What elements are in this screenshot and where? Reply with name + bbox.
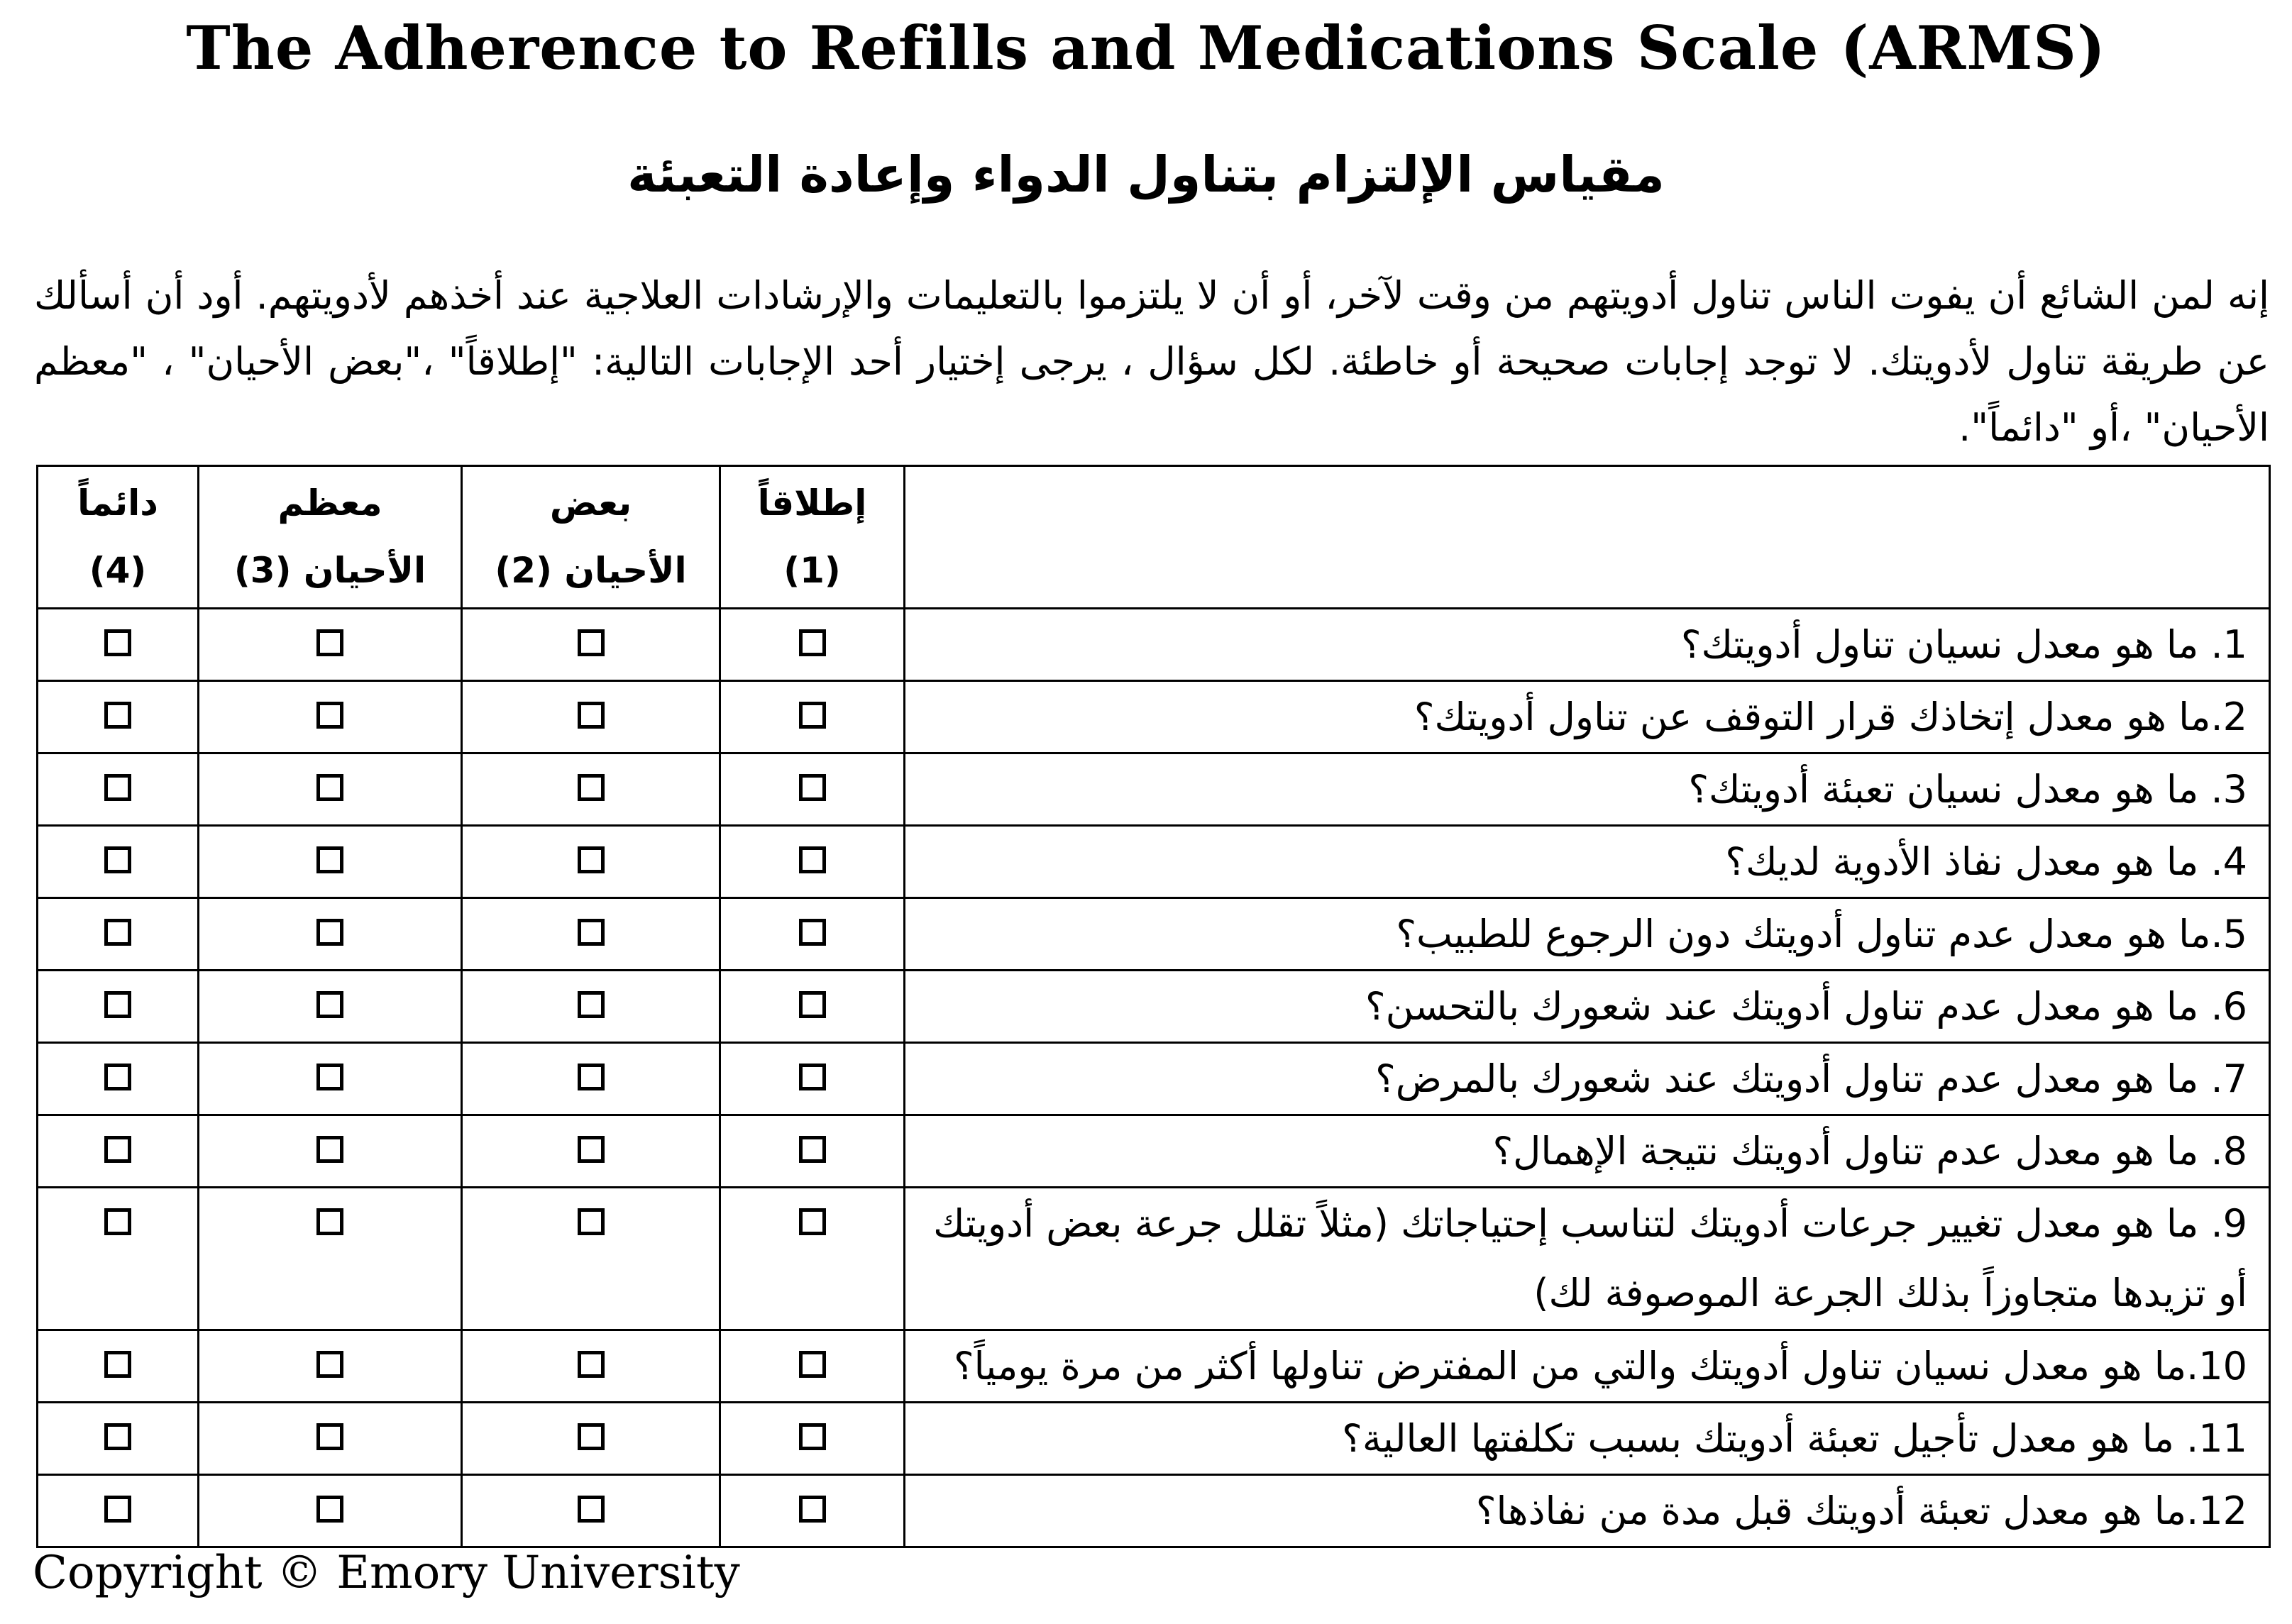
answer-cell-sometimes [462, 898, 720, 971]
checkbox-never[interactable] [799, 1351, 826, 1378]
answer-cell-never [720, 826, 905, 898]
checkbox-always[interactable] [104, 1351, 131, 1378]
copyright-footer: Copyright © Emory University [33, 1547, 740, 1599]
answer-cell-never [720, 1475, 905, 1547]
answer-cell-never [720, 1115, 905, 1188]
answer-cell-sometimes [462, 609, 720, 681]
answer-cell-always [38, 826, 199, 898]
checkbox-never[interactable] [799, 846, 826, 873]
checkbox-sometimes[interactable] [578, 1208, 605, 1235]
answer-cell-sometimes [462, 1188, 720, 1330]
header-label: دائماً [77, 482, 158, 524]
checkbox-sometimes[interactable] [578, 1136, 605, 1163]
question-text: 11. ما هو معدل تأجيل تعبئة أدويتك بسبب تكلفتها العالية؟ [905, 1403, 2270, 1475]
question-row [38, 826, 2270, 898]
header-score: الأحيان (3) [233, 550, 426, 591]
checkbox-never[interactable] [799, 702, 826, 729]
answer-cell-most-times [199, 1403, 462, 1475]
checkbox-never[interactable] [799, 1496, 826, 1523]
answer-cell-most-times [199, 1188, 462, 1330]
answer-cell-never [720, 681, 905, 753]
header-never [720, 466, 905, 609]
answer-cell-always [38, 898, 199, 971]
checkbox-always[interactable] [104, 1136, 131, 1163]
answer-cell-most-times [199, 753, 462, 826]
answer-cell-sometimes [462, 1475, 720, 1547]
answer-cell-never [720, 1330, 905, 1403]
answer-cell-always [38, 1043, 199, 1115]
question-row [38, 1043, 2270, 1115]
checkbox-sometimes[interactable] [578, 702, 605, 729]
question-text: 2.ما هو معدل إتخاذك قرار التوقف عن تناول أدويتك؟ [905, 681, 2270, 753]
document-title: The Adherence to Refills and Medications Scale (ARMS) [186, 13, 2106, 83]
checkbox-most-times[interactable] [316, 991, 343, 1018]
checkbox-sometimes[interactable] [578, 919, 605, 946]
checkbox-sometimes[interactable] [578, 629, 605, 656]
question-text: 3. ما هو معدل نسيان تعبئة أدويتك؟ [905, 753, 2270, 826]
checkbox-never[interactable] [799, 1423, 826, 1450]
header-score: (4) [89, 550, 147, 591]
answer-cell-most-times [199, 681, 462, 753]
header-always [38, 466, 199, 609]
checkbox-never[interactable] [799, 1208, 826, 1235]
answer-cell-never [720, 898, 905, 971]
question-text: 9. ما هو معدل تغيير جرعات أدويتك لتناسب إحتياجاتك (مثلاً تقلل جرعة بعض أدويتك أو تزيدها متجاوزاً بذلك الجرعة الموصوفة لك) [905, 1188, 2270, 1330]
question-row [38, 1330, 2270, 1403]
checkbox-always[interactable] [104, 846, 131, 873]
checkbox-most-times[interactable] [316, 1208, 343, 1235]
checkbox-sometimes[interactable] [578, 1423, 605, 1450]
header-sometimes [462, 466, 720, 609]
question-row [38, 753, 2270, 826]
question-row [38, 898, 2270, 971]
answer-cell-never [720, 1403, 905, 1475]
answer-cell-never [720, 753, 905, 826]
checkbox-most-times[interactable] [316, 1064, 343, 1090]
checkbox-always[interactable] [104, 1423, 131, 1450]
checkbox-sometimes[interactable] [578, 1351, 605, 1378]
answer-cell-always [38, 681, 199, 753]
header-score: (1) [783, 550, 841, 591]
question-text: 8. ما هو معدل عدم تناول أدويتك نتيجة الإهمال؟ [905, 1115, 2270, 1188]
answer-cell-always [38, 1188, 199, 1330]
checkbox-always[interactable] [104, 1064, 131, 1090]
checkbox-always[interactable] [104, 919, 131, 946]
question-row [38, 1475, 2270, 1547]
answer-cell-never [720, 971, 905, 1043]
question-text: 12.ما هو معدل تعبئة أدويتك قبل مدة من نفاذها؟ [905, 1475, 2270, 1547]
header-label: معظم [277, 482, 382, 524]
answer-cell-always [38, 1475, 199, 1547]
checkbox-never[interactable] [799, 1136, 826, 1163]
checkbox-always[interactable] [104, 774, 131, 801]
checkbox-most-times[interactable] [316, 1496, 343, 1523]
answer-cell-most-times [199, 1475, 462, 1547]
answer-cell-sometimes [462, 1403, 720, 1475]
answer-cell-most-times [199, 609, 462, 681]
checkbox-most-times[interactable] [316, 702, 343, 729]
header-question [905, 466, 2270, 609]
question-row [38, 681, 2270, 753]
checkbox-most-times[interactable] [316, 846, 343, 873]
checkbox-most-times[interactable] [316, 1351, 343, 1378]
answer-cell-sometimes [462, 1043, 720, 1115]
answer-cell-most-times [199, 898, 462, 971]
checkbox-sometimes[interactable] [578, 774, 605, 801]
checkbox-never[interactable] [799, 919, 826, 946]
checkbox-always[interactable] [104, 991, 131, 1018]
checkbox-never[interactable] [799, 991, 826, 1018]
question-text: 5.ما هو معدل عدم تناول أدويتك دون الرجوع للطبيب؟ [905, 898, 2270, 971]
answer-cell-most-times [199, 826, 462, 898]
checkbox-most-times[interactable] [316, 1423, 343, 1450]
checkbox-most-times[interactable] [316, 919, 343, 946]
checkbox-never[interactable] [799, 774, 826, 801]
answer-cell-sometimes [462, 1115, 720, 1188]
answer-cell-most-times [199, 1115, 462, 1188]
checkbox-always[interactable] [104, 702, 131, 729]
question-text: 4. ما هو معدل نفاذ الأدوية لديك؟ [905, 826, 2270, 898]
checkbox-always[interactable] [104, 629, 131, 656]
question-text: 10.ما هو معدل نسيان تناول أدويتك والتي من المفترض تناولها أكثر من مرة يومياً؟ [905, 1330, 2270, 1403]
answer-cell-never [720, 1043, 905, 1115]
checkbox-most-times[interactable] [316, 629, 343, 656]
header-score: الأحيان (2) [495, 550, 687, 591]
answer-cell-always [38, 1403, 199, 1475]
answer-cell-most-times [199, 971, 462, 1043]
intro-paragraph: إنه لمن الشائع أن يفوت الناس تناول أدويتهم من وقت لآخر، أو أن لا يلتزموا بالتعليمات والإرشادات العلاجية عند أخذهم لأدويتهم. أود أن أسألك عن طريقة تناول لأدويتك. لا توجد إجابات صحيحة أو خاطئة. لكل سؤال ، يرجى إختيار أحد الإجابات التالية: "إطلاقاً" ،"بعض الأحيان" ، "معظم الأحيان" ،أو "دائماً". [34, 273, 2269, 450]
arms-questionnaire-table [36, 465, 2271, 1548]
answer-cell-sometimes [462, 826, 720, 898]
checkbox-always[interactable] [104, 1208, 131, 1235]
checkbox-never[interactable] [799, 1064, 826, 1090]
question-row [38, 1188, 2270, 1330]
checkbox-sometimes[interactable] [578, 846, 605, 873]
header-label: بعض [549, 482, 632, 524]
question-text: 6. ما هو معدل عدم تناول أدويتك عند شعورك بالتحسن؟ [905, 971, 2270, 1043]
question-row [38, 609, 2270, 681]
question-row [38, 1403, 2270, 1475]
answer-cell-sometimes [462, 971, 720, 1043]
arabic-subtitle: مقياس الإلتزام بتناول الدواء وإعادة التعبئة [627, 145, 1665, 204]
answer-cell-always [38, 609, 199, 681]
question-row [38, 971, 2270, 1043]
answer-cell-always [38, 1115, 199, 1188]
answer-cell-always [38, 753, 199, 826]
question-text: 7. ما هو معدل عدم تناول أدويتك عند شعورك بالمرض؟ [905, 1043, 2270, 1115]
checkbox-most-times[interactable] [316, 774, 343, 801]
question-row [38, 1115, 2270, 1188]
answer-cell-never [720, 1188, 905, 1330]
answer-cell-most-times [199, 1330, 462, 1403]
checkbox-sometimes[interactable] [578, 991, 605, 1018]
answer-cell-always [38, 1330, 199, 1403]
answer-cell-sometimes [462, 681, 720, 753]
answer-cell-always [38, 971, 199, 1043]
answer-cell-sometimes [462, 753, 720, 826]
checkbox-most-times[interactable] [316, 1136, 343, 1163]
question-text: 1. ما هو معدل نسيان تناول أدويتك؟ [905, 609, 2270, 681]
answer-cell-never [720, 609, 905, 681]
checkbox-never[interactable] [799, 629, 826, 656]
checkbox-sometimes[interactable] [578, 1064, 605, 1090]
header-row [38, 466, 2270, 609]
header-most-times [199, 466, 462, 609]
answer-cell-most-times [199, 1043, 462, 1115]
checkbox-sometimes[interactable] [578, 1496, 605, 1523]
checkbox-always[interactable] [104, 1496, 131, 1523]
answer-cell-sometimes [462, 1330, 720, 1403]
header-label: إطلاقاً [757, 482, 867, 524]
